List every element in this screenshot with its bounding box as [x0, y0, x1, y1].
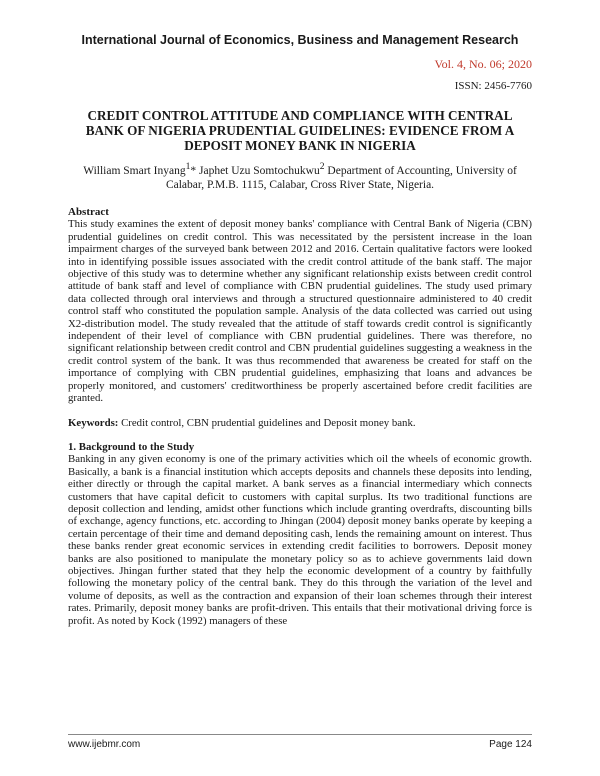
author-1-superscript: 1	[185, 161, 191, 172]
author-1-name: William Smart Inyang	[83, 164, 186, 177]
keywords-label: Keywords:	[68, 416, 119, 429]
author-2-name: * Japhet Uzu Somtochukwu	[190, 164, 320, 177]
abstract-heading: Abstract	[68, 206, 109, 218]
journal-name: International Journal of Economics, Business and Management Research	[81, 33, 519, 47]
affiliation: Department of Accounting, University of Calabar, P.M.B. 1115, Calabar, Cross River State, Nigeria.	[165, 164, 517, 191]
section-1-heading: 1. Background to the Study	[68, 440, 195, 453]
author-block	[70, 160, 530, 192]
abstract-text: This study examines the extent of deposit money banks' compliance with Central Bank of Nigeria (CBN) prudential guidelines on credit control. This was necessitated by the persistent increase in the loan impairment charges of the surveyed bank between 2012 and 2016. Certain qualitative factors were looked into in identifying possible issues associated with the credit control attitude of the bank staff. The major objective of this study was to determine whether any significant relationship exists between credit control attitude of bank staff and level of compliance with CBN prudential guidelines. The study used primary data collected through oral interviews and through a structured questionnaire administered to 40 credit control staff who constituted the population sample. Analysis of the data collected was carried out using X2-distribution model. The study revealed that the attitude of staff towards credit control is significantly independent of their level of compliance with CBN prudential guidelines. There was therefore, no significant relationship between credit control and CBN prudential guidelines suggesting a weakness in the credit control system of the bank. It was thus recommended that awareness be created for staff on the importance of complying with CBN prudential guidelines, emphasizing that loans and advances be properly monitored, and customers' creditworthiness be properly ascertained before credit facilities are granted.	[68, 218, 532, 405]
keywords-text: Credit control, CBN prudential guidelines and Deposit money bank.	[118, 416, 416, 429]
footer-website: www.ijebmr.com	[68, 739, 141, 750]
keywords	[68, 417, 532, 429]
issn: ISSN: 2456-7760	[454, 80, 532, 92]
section-1-text: Banking in any given economy is one of the primary activities which oil the wheels of economic growth. Basically, a bank is a financial institution which accepts deposits and channels these deposits into lending, either directly or through the capital market. A bank serves as a financial intermediary which connects customers that have capital deficit to customers with capital surplus. Its two traditional functions are deposit collection and lending, amidst other functions which include granting overdrafts, discounting bills of exchange, agency functions, etc. according to Jhingan (2004) deposit money banks operate by keeping a certain percentage of their time and demand depositing cash, lends the remaining amount on interest. Thus these banks render great economic services in extending credit facilities to borrowers. Deposit money banks are also positioned to manipulate the monetary policy so as to achieve governments laid down objectives. Jhingan further stated that they help the economic development of a country by faithfully following the monetary policy of the central bank. They do this through the variation of the level and volume of deposits, as well as the contraction and expansion of their loan schemes through their interest rates. Primarily, deposit money banks are profit-driven. This entails that their motivational driving force is profit. As noted by Kock (1992) managers of these	[68, 453, 532, 627]
footer-divider	[68, 734, 532, 735]
footer-page-number: Page 124	[489, 739, 532, 750]
article-title: CREDIT CONTROL ATTITUDE AND COMPLIANCE WITH CENTRAL BANK OF NIGERIA PRUDENTIAL GUIDELINES: EVIDENCE FROM A DEPOSIT MONEY BANK IN NIGERIA	[85, 108, 515, 153]
author-2-superscript: 2	[319, 161, 325, 172]
article-body	[68, 206, 532, 627]
volume-info: Vol. 4, No. 06; 2020	[434, 57, 532, 71]
